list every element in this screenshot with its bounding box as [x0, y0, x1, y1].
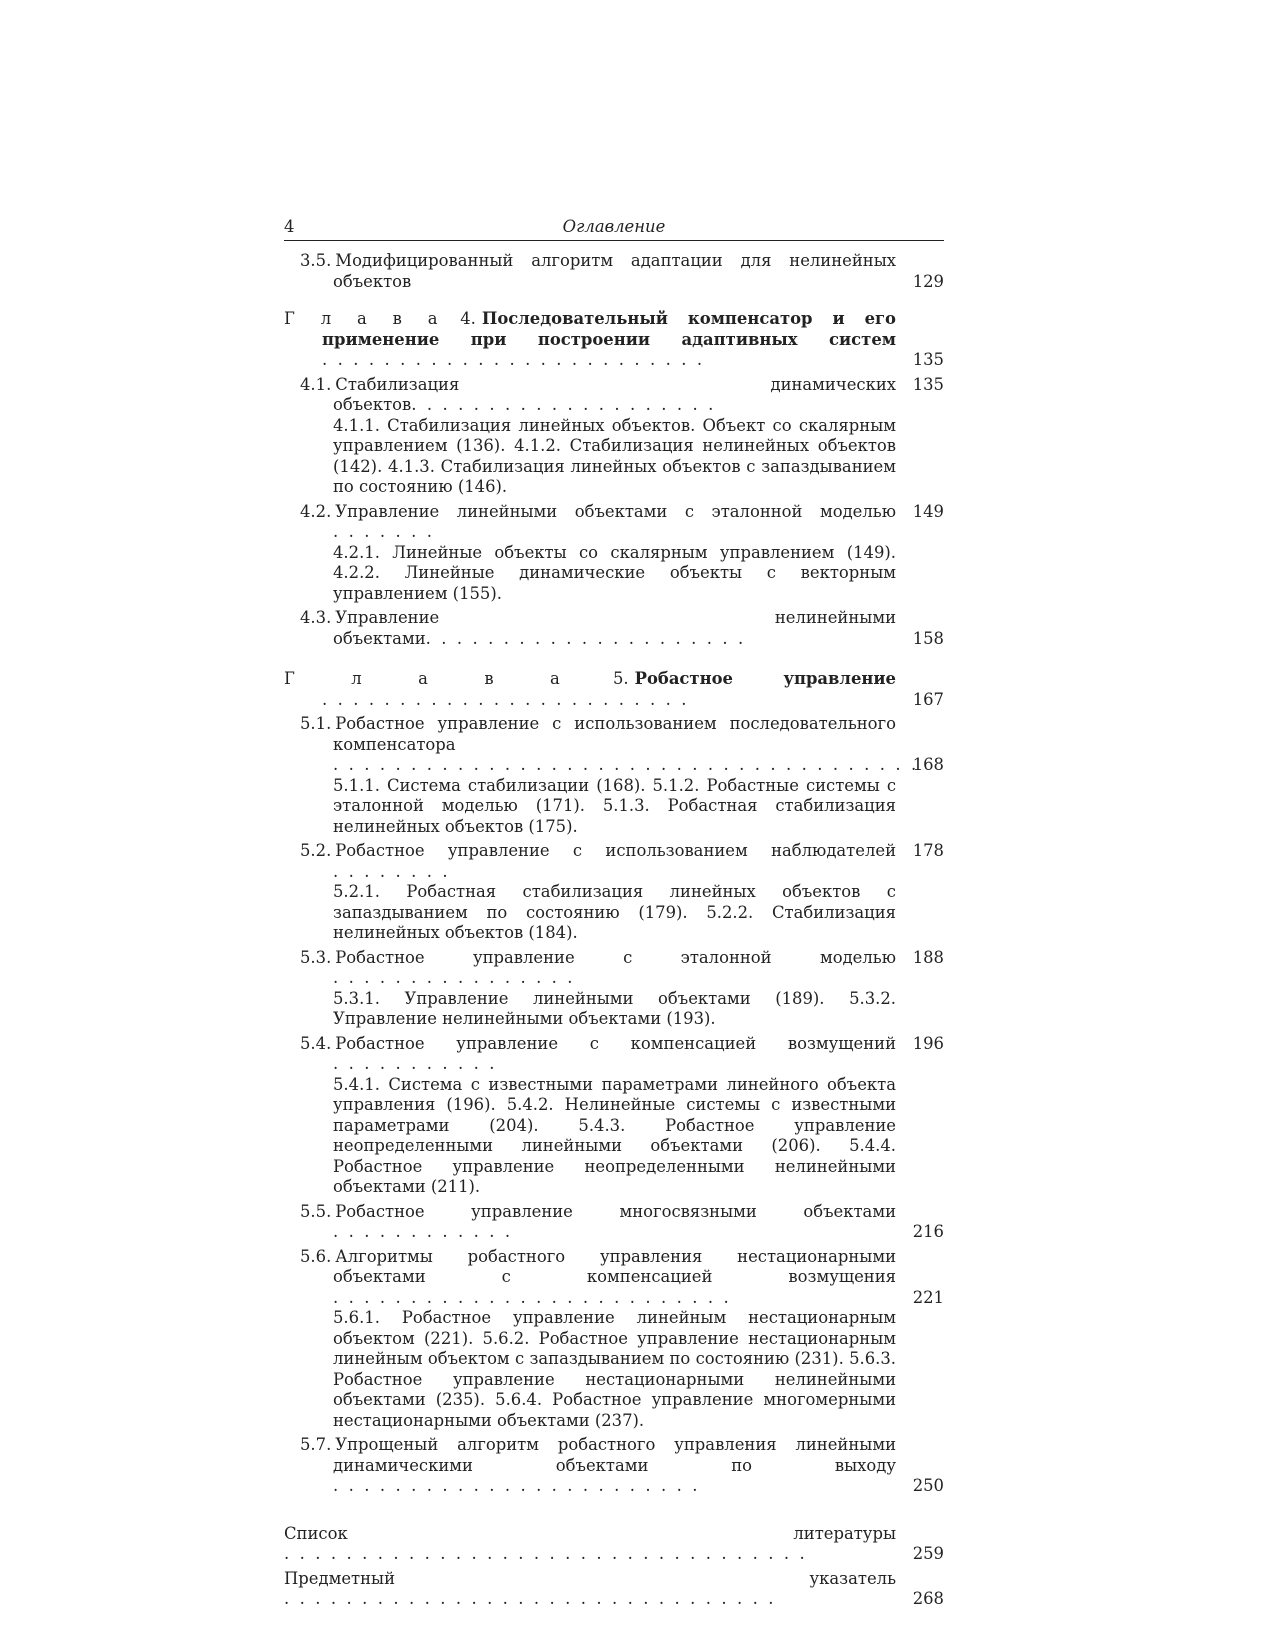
toc-entry-5-6[interactable] [284, 1247, 944, 1309]
subsection-list-5-4: 5.4.1. Система с известными параметрами линейного объекта управления (196). 5.4.2. Нелинейные системы с известными параметрами (204). 5.4.3. Робастное управление неопределенными линейными объектами (206). 5.4.4. Робастное управление неопределенными нелинейными объектами (211). [333, 1074, 896, 1196]
section-title: Стабилизация динамических объектов [333, 374, 896, 414]
chapter-label: Г л а в а [284, 309, 441, 328]
page-number: 4 [284, 217, 295, 236]
section-number: 5.2. [300, 841, 332, 860]
subsection-list-4-2: 4.2.1. Линейные объекты со скалярным управлением (149). 4.2.2. Линейные динамические объекты с векторным управлением (155). [333, 542, 896, 603]
section-number: 4.3. [300, 608, 332, 627]
leader-dots: . . . . . . . . . . . . . . . . . . . . . . . . . [322, 350, 705, 369]
page-ref: 158 [912, 628, 944, 648]
section-title: Робастное управление многосвязными объектами [335, 1201, 896, 1221]
page-ref: 221 [912, 1287, 944, 1307]
page-ref: 216 [912, 1222, 944, 1241]
section-title: Алгоритмы робастного управления нестационарными объектами с компенсацией возмущения [333, 1246, 896, 1286]
table-of-contents [284, 251, 944, 1610]
page-ref: 188 [912, 947, 944, 967]
toc-entry-4-3[interactable] [284, 608, 944, 649]
leader-dots: . . . . . . . . [333, 861, 451, 881]
toc-entry-bibliography[interactable] [284, 1524, 944, 1565]
entry-title: Список литературы [284, 1523, 896, 1543]
section-number: 5.4. [300, 1033, 332, 1053]
section-number: 3.5. [300, 251, 332, 270]
subsection-list-5-6: 5.6.1. Робастное управление линейным нестационарным объектом (221). 5.6.2. Робастное управление нестационарным линейным объектом с запаздыванием по состоянию (231). 5.6.3. Робастное управление нестационарными нелинейными объектами (235). 5.6.4. Робастное управление многомерными нестационарными объектами (237). [333, 1308, 896, 1430]
section-title: Робастное управление с компенсацией возмущений [335, 1033, 896, 1053]
section-title: Упрощеный алгоритм робастного управления линейными динамическими объектами по выходу [333, 1435, 896, 1475]
page-ref: 149 [912, 501, 944, 521]
page-ref: 129 [912, 271, 944, 291]
running-head [284, 215, 944, 241]
page-ref: 167 [912, 689, 944, 709]
section-title: Управление нелинейными объектами [333, 608, 896, 648]
leader-dots: . . . . . . . . . . . [333, 1054, 498, 1073]
chapter-label: Г л а в а [284, 669, 563, 688]
chapter-number: 4. [460, 309, 476, 328]
page-ref: 135 [912, 350, 944, 369]
toc-entry-5-3[interactable] [284, 948, 944, 989]
toc-chapter-4[interactable] [284, 309, 944, 371]
toc-entry-3-5[interactable] [284, 251, 944, 292]
subsection-list-5-2: 5.2.1. Робастная стабилизация линейных объектов с запаздыванием по состоянию (179). 5.2.2. Стабилизация нелинейных объектов (184). [333, 882, 896, 942]
toc-entry-4-2[interactable] [284, 502, 944, 543]
section-title: Робастное управление с эталонной моделью [335, 947, 896, 967]
section-title: Робастное управление с использованием последовательного компенсатора [333, 714, 896, 754]
toc-entry-5-2[interactable] [284, 841, 944, 882]
toc-entry-5-5[interactable] [284, 1202, 944, 1243]
leader-dots: . . . . . . . . . . . . . . . . . . . . . . . . [333, 1476, 701, 1495]
toc-page [284, 215, 944, 1610]
section-number: 5.6. [300, 1246, 332, 1266]
leader-dots: . . . . . . . . . . . . . . . . . . . . . . . . . . . . . . . . . . [284, 1544, 808, 1563]
section-number: 4.2. [300, 501, 332, 521]
toc-chapter-5[interactable] [284, 669, 944, 710]
toc-entry-subject-index[interactable] [284, 1569, 944, 1610]
toc-entry-5-7[interactable] [284, 1435, 944, 1497]
subsection-list-5-3: 5.3.1. Управление линейными объектами (189). 5.3.2. Управление нелинейными объектами (193). [333, 988, 896, 1028]
toc-entry-5-4[interactable] [284, 1034, 944, 1075]
section-number: 5.1. [300, 714, 332, 733]
page-ref: 250 [912, 1476, 944, 1495]
entry-title: Предметный указатель [284, 1568, 896, 1588]
section-number: 5.7. [300, 1435, 332, 1454]
leader-dots: . . . . . . . . . . . . . . . . . . . . [411, 395, 716, 414]
section-title: Управление линейными объектами с эталонной моделью [335, 501, 896, 521]
chapter-title: Последовательный компенсатор и его применение при построении адаптивных систем [322, 309, 896, 349]
section-title: Робастное управление с использованием наблюдателей [335, 841, 896, 860]
section-title: Модифицированный алгоритм адаптации для нелинейных объектов [333, 251, 896, 291]
leader-dots: . . . . . . . . . . . . . . . . . . . . . . . . . . . . . . . . [284, 1589, 777, 1608]
subsection-list-5-1: 5.1.1. Система стабилизации (168). 5.1.2. Робастные системы с эталонной моделью (171). 5.1.3. Робастная стабилизация нелинейных объектов (175). [333, 775, 896, 836]
page-ref: 135 [912, 374, 944, 394]
section-number: 4.1. [300, 374, 332, 394]
leader-dots: . . . . . . . . . . . . . . . . . . . . . [425, 628, 746, 648]
page-ref: 168 [912, 755, 944, 774]
page-title: Оглавление [562, 217, 666, 236]
page-ref: 268 [912, 1589, 944, 1608]
leader-dots: . . . . . . . . . . . . . . . . . . . . . . . . . . [333, 1287, 732, 1307]
subsection-list-4-1: 4.1.1. Стабилизация линейных объектов. Объект со скалярным управлением (136). 4.1.2. Стабилизация нелинейных объектов (142). 4.1.3. Стабилизация линейных объектов с запаздыванием по состоянию (146). [333, 415, 896, 496]
leader-dots: . . . . . . . . . . . . . . . . [333, 968, 576, 987]
leader-dots: . . . . . . . [333, 522, 435, 541]
toc-entry-4-1[interactable] [284, 375, 944, 416]
page-ref: 178 [912, 841, 944, 860]
section-number: 5.3. [300, 947, 332, 967]
page-ref: 196 [912, 1033, 944, 1053]
chapter-number: 5. [612, 669, 629, 688]
toc-entry-5-1[interactable] [284, 714, 944, 776]
leader-dots: . . . . . . . . . . . . [333, 1222, 513, 1241]
leader-dots: . . . . . . . . . . . . . . . . . . . . . . . . . . . . . . . . . . . . . . [333, 755, 919, 774]
leader-dots: . . . . . . . . . . . . . . . . . . . . . . . . [322, 689, 690, 709]
section-number: 5.5. [300, 1201, 332, 1221]
page-ref: 259 [912, 1544, 944, 1563]
chapter-title: Робастное управление [634, 669, 896, 688]
